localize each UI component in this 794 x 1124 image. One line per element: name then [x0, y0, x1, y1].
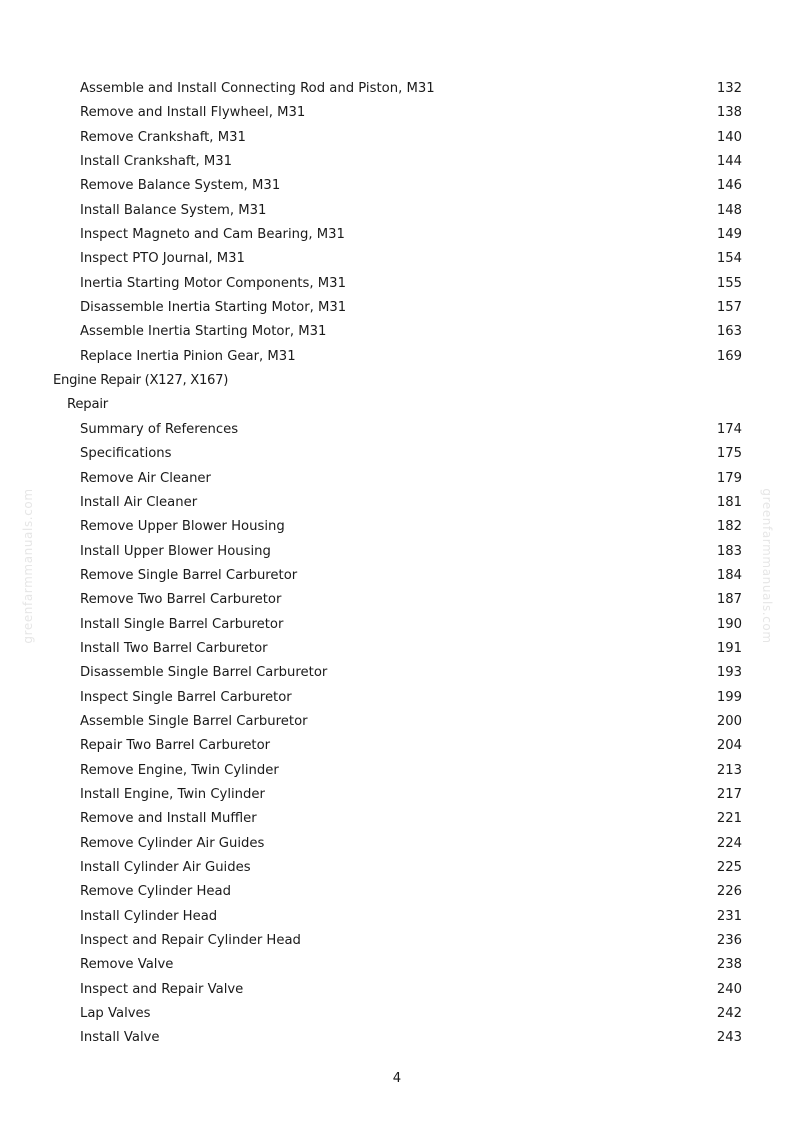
toc-entry-page: 213 — [716, 762, 742, 778]
toc-entry-title: Repair — [67, 397, 109, 413]
toc-entry-page: 183 — [716, 543, 742, 559]
toc-entry[interactable] — [0, 442, 794, 466]
toc-entry-title: Inertia Starting Motor Components, M31 — [80, 275, 346, 291]
toc-entry[interactable] — [0, 296, 794, 320]
toc-entry[interactable] — [0, 832, 794, 856]
toc-entry-page: 231 — [716, 908, 742, 924]
toc-entry-page: 146 — [716, 178, 742, 194]
toc-section-heading — [0, 369, 794, 393]
toc-entry[interactable] — [0, 783, 794, 807]
toc-entry-title: Remove Valve — [80, 957, 174, 973]
toc-entry-title: Summary of References — [80, 421, 239, 437]
toc-entry-title: Install Cylinder Air Guides — [80, 860, 251, 875]
toc-entry-page: 191 — [716, 640, 742, 656]
toc-entry-title: Disassemble Inertia Starting Motor, M31 — [80, 300, 347, 316]
toc-entry[interactable] — [0, 880, 794, 904]
toc-entry-page: 149 — [716, 227, 742, 243]
toc-entry-title: Install Single Barrel Carburetor — [80, 616, 284, 632]
toc-entry[interactable] — [0, 272, 794, 296]
toc-entry[interactable] — [0, 77, 794, 101]
toc-entry[interactable] — [0, 686, 794, 710]
toc-entry[interactable] — [0, 637, 794, 661]
toc-entry-title: Engine Repair (X127, X167) — [53, 373, 229, 389]
toc-entry[interactable] — [0, 856, 794, 880]
toc-entry-title: Remove Cylinder Head — [80, 884, 231, 900]
toc-entry-page: 199 — [716, 689, 742, 705]
toc-entry[interactable] — [0, 564, 794, 588]
toc-entry[interactable] — [0, 661, 794, 685]
toc-entry[interactable] — [0, 101, 794, 125]
toc-entry-page: 174 — [716, 421, 742, 437]
toc-subsection-heading — [0, 393, 794, 417]
toc-entry[interactable] — [0, 320, 794, 344]
toc-entry-title: Lap Valves — [80, 1006, 151, 1022]
toc-entry[interactable] — [0, 467, 794, 491]
toc-entry[interactable] — [0, 759, 794, 783]
toc-entry[interactable] — [0, 1002, 794, 1026]
toc-entry[interactable] — [0, 978, 794, 1002]
toc-entry-title: Assemble Single Barrel Carburetor — [80, 713, 308, 729]
watermark-left: greenfarmmanuals.com — [21, 488, 35, 644]
toc-entry[interactable] — [0, 491, 794, 515]
toc-entry-title: Inspect and Repair Valve — [80, 981, 244, 997]
toc-entry-page: 155 — [716, 275, 742, 291]
toc-entry-title: Install Valve — [80, 1030, 160, 1046]
toc-entry-page: 226 — [716, 884, 742, 900]
toc-entry-page: 181 — [716, 494, 742, 510]
toc-entry-title: Remove Balance System, M31 — [80, 178, 281, 194]
toc-entry-page: 242 — [716, 1006, 742, 1022]
toc-entry[interactable] — [0, 1026, 794, 1050]
toc-entry-page: 154 — [716, 251, 742, 267]
toc-entry-title: Install Engine, Twin Cylinder — [80, 786, 265, 802]
toc-entry-page: 144 — [716, 154, 742, 170]
toc-entry-page: 140 — [716, 129, 742, 145]
toc-entry[interactable] — [0, 247, 794, 271]
toc-entry-page: 138 — [716, 105, 742, 121]
toc-entry-page: 163 — [716, 324, 742, 340]
toc-entry-title: Install Crankshaft, M31 — [80, 154, 233, 170]
toc-entry[interactable] — [0, 929, 794, 953]
toc-entry-page: 236 — [716, 933, 742, 949]
toc-entry[interactable] — [0, 807, 794, 831]
toc-entry-page: 221 — [716, 811, 742, 827]
toc-entry[interactable] — [0, 540, 794, 564]
toc-entry-page: 187 — [716, 592, 742, 608]
toc-entry-page: 132 — [716, 81, 742, 96]
toc-entry[interactable] — [0, 905, 794, 929]
toc-entry[interactable] — [0, 199, 794, 223]
toc-entry-title: Assemble Inertia Starting Motor, M31 — [80, 324, 327, 340]
toc-entry-title: Specifications — [80, 446, 172, 462]
toc-entry-title: Inspect PTO Journal, M31 — [80, 251, 245, 267]
toc-entry-title: Inspect Single Barrel Carburetor — [80, 689, 292, 705]
toc-entry-title: Remove Crankshaft, M31 — [80, 129, 246, 145]
toc-entry-page: 148 — [716, 202, 742, 218]
watermark-right: greenfarmmanuals.com — [760, 488, 774, 644]
toc-entry-page: 204 — [716, 738, 742, 754]
toc-entry-title: Remove and Install Muffler — [80, 811, 257, 827]
toc-entry[interactable] — [0, 734, 794, 758]
toc-entry-page: 190 — [716, 616, 742, 632]
toc-entry-title: Remove Air Cleaner — [80, 470, 211, 486]
toc-entry[interactable] — [0, 345, 794, 369]
toc-entry-page: 238 — [716, 957, 742, 973]
toc-entry[interactable] — [0, 613, 794, 637]
toc-entry[interactable] — [0, 223, 794, 247]
toc-entry[interactable] — [0, 150, 794, 174]
toc-entry-page: 175 — [716, 446, 742, 462]
table-of-contents — [0, 77, 794, 1051]
toc-entry-page: 225 — [716, 860, 742, 875]
toc-entry-page: 179 — [716, 470, 742, 486]
toc-entry-title: Repair Two Barrel Carburetor — [80, 738, 271, 754]
toc-entry-title: Remove Single Barrel Carburetor — [80, 567, 298, 583]
toc-entry-title: Install Balance System, M31 — [80, 202, 267, 218]
page-number: 4 — [392, 1071, 402, 1086]
toc-entry-title: Remove and Install Flywheel, M31 — [80, 105, 306, 121]
toc-entry-page: 193 — [716, 665, 742, 681]
toc-entry-title: Remove Cylinder Air Guides — [80, 835, 265, 851]
toc-entry-page: 200 — [716, 713, 742, 729]
toc-entry-title: Install Two Barrel Carburetor — [80, 640, 268, 656]
toc-entry-page: 243 — [716, 1030, 742, 1046]
toc-entry[interactable] — [0, 174, 794, 198]
toc-entry[interactable] — [0, 126, 794, 150]
toc-entry[interactable] — [0, 588, 794, 612]
toc-entry-title: Install Air Cleaner — [80, 494, 198, 510]
toc-entry-title: Remove Engine, Twin Cylinder — [80, 762, 279, 778]
toc-entry-title: Install Upper Blower Housing — [80, 543, 271, 559]
toc-entry[interactable] — [0, 953, 794, 977]
toc-entry[interactable] — [0, 515, 794, 539]
toc-entry[interactable] — [0, 418, 794, 442]
toc-entry-page: 240 — [716, 981, 742, 997]
toc-entry-page: 169 — [716, 348, 742, 364]
toc-entry-page: 217 — [716, 786, 742, 802]
toc-entry-title: Disassemble Single Barrel Carburetor — [80, 665, 328, 681]
toc-entry-page: 182 — [716, 519, 742, 535]
toc-entry-title: Remove Two Barrel Carburetor — [80, 592, 282, 608]
toc-entry-title: Install Cylinder Head — [80, 908, 218, 924]
toc-entry-page: 224 — [716, 835, 742, 851]
toc-entry-title: Remove Upper Blower Housing — [80, 519, 285, 535]
toc-entry-title: Inspect Magneto and Cam Bearing, M31 — [80, 227, 345, 243]
toc-entry-page: 157 — [716, 300, 742, 316]
toc-entry[interactable] — [0, 710, 794, 734]
toc-entry-title: Replace Inertia Pinion Gear, M31 — [80, 348, 296, 364]
toc-entry-title: Inspect and Repair Cylinder Head — [80, 933, 301, 949]
toc-entry-page: 184 — [716, 567, 742, 583]
toc-entry-title: Assemble and Install Connecting Rod and Piston, M31 — [80, 81, 435, 96]
